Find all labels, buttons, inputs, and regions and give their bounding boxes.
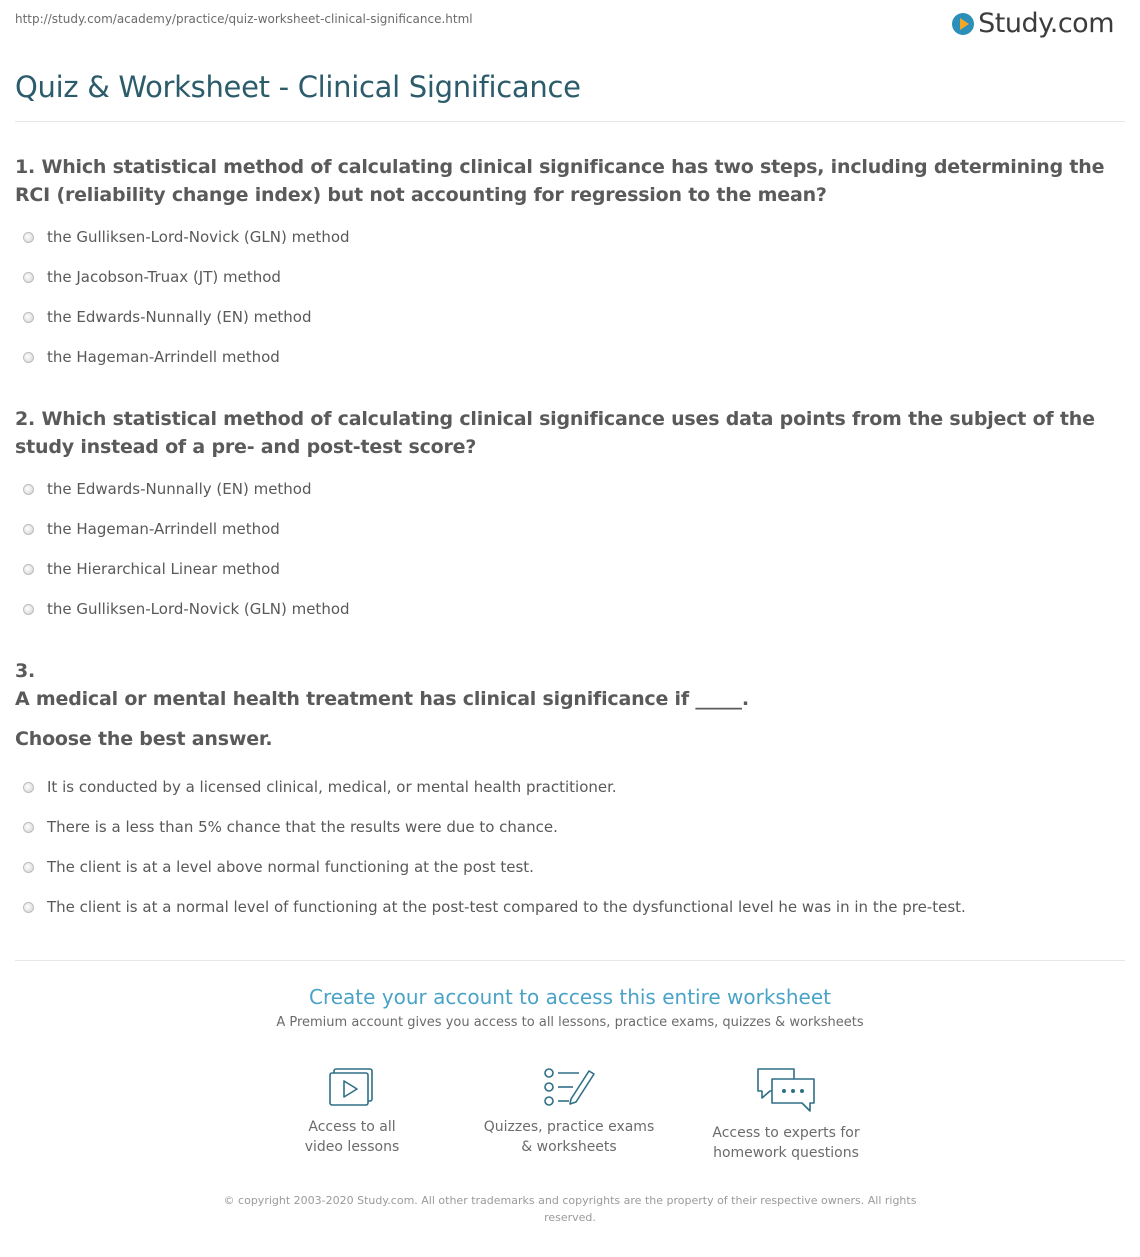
answer-choice[interactable] bbox=[15, 509, 1125, 549]
choice-label: the Gulliksen-Lord-Novick (GLN) method bbox=[47, 228, 350, 246]
answer-choice[interactable] bbox=[15, 337, 1125, 377]
choice-label: The client is at a normal level of functioning at the post-test compared to the dysfunctional level he was in in the pre-test. bbox=[47, 898, 966, 916]
feature-line-2: video lessons bbox=[304, 1139, 400, 1155]
radio-button-icon[interactable] bbox=[23, 902, 34, 913]
title-divider bbox=[15, 121, 1125, 122]
choice-label: the Edwards-Nunnally (EN) method bbox=[47, 308, 312, 326]
answer-choice[interactable] bbox=[15, 469, 1125, 509]
answer-choice[interactable] bbox=[15, 297, 1125, 337]
question-number: 3. bbox=[15, 660, 36, 682]
study-logo[interactable] bbox=[952, 8, 1114, 39]
radio-button-icon[interactable] bbox=[23, 782, 34, 793]
feature-line-1: Access to experts for bbox=[712, 1125, 860, 1141]
question-text: A medical or mental health treatment has clinical significance if _____. bbox=[15, 688, 749, 710]
answer-choice[interactable] bbox=[15, 887, 1125, 927]
radio-button-icon[interactable] bbox=[23, 524, 34, 535]
cta-divider bbox=[15, 960, 1125, 961]
choice-list bbox=[15, 767, 1125, 927]
question-instruction: Choose the best answer. bbox=[15, 728, 273, 750]
choice-list bbox=[15, 217, 1125, 377]
choice-label: the Gulliksen-Lord-Novick (GLN) method bbox=[47, 600, 350, 618]
page-title: Quiz & Worksheet - Clinical Significance bbox=[15, 70, 581, 104]
feature-experts bbox=[696, 1065, 876, 1163]
answer-choice[interactable] bbox=[15, 847, 1125, 887]
radio-button-icon[interactable] bbox=[23, 312, 34, 323]
answer-choice[interactable] bbox=[15, 807, 1125, 847]
radio-button-icon[interactable] bbox=[23, 352, 34, 363]
choice-label: the Edwards-Nunnally (EN) method bbox=[47, 480, 312, 498]
radio-button-icon[interactable] bbox=[23, 564, 34, 575]
question-2 bbox=[15, 405, 1125, 629]
feature-video-lessons bbox=[262, 1065, 442, 1157]
question-text: 2. Which statistical method of calculating clinical significance uses data points from the subject of the study instead of a pre- and post-test score? bbox=[15, 408, 1095, 458]
radio-button-icon[interactable] bbox=[23, 862, 34, 873]
cta-title[interactable]: Create your account to access this entire worksheet bbox=[309, 985, 831, 1009]
choice-label: the Jacobson-Truax (JT) method bbox=[47, 268, 281, 286]
answer-choice[interactable] bbox=[15, 589, 1125, 629]
radio-button-icon[interactable] bbox=[23, 822, 34, 833]
feature-line-2: homework questions bbox=[713, 1145, 859, 1161]
choice-label: It is conducted by a licensed clinical, medical, or mental health practitioner. bbox=[47, 778, 617, 796]
logo-text: Study.com bbox=[978, 8, 1114, 39]
radio-button-icon[interactable] bbox=[23, 604, 34, 615]
question-text: 1. Which statistical method of calculating clinical significance has two steps, including determining the RCI (reliability change index) but not accounting for regression to the mean? bbox=[15, 156, 1105, 206]
feature-line-1: Quizzes, practice exams bbox=[483, 1119, 655, 1135]
choice-list bbox=[15, 469, 1125, 629]
radio-button-icon[interactable] bbox=[23, 272, 34, 283]
feature-line-1: Access to all bbox=[308, 1119, 396, 1135]
choice-label: the Hageman-Arrindell method bbox=[47, 348, 280, 366]
page-url: http://study.com/academy/practice/quiz-worksheet-clinical-significance.html bbox=[15, 12, 473, 26]
answer-choice[interactable] bbox=[15, 217, 1125, 257]
chat-bubbles-icon bbox=[754, 1065, 818, 1115]
cta-subtitle: A Premium account gives you access to all lessons, practice exams, quizzes & worksheets bbox=[276, 1015, 864, 1030]
copyright-footer: © copyright 2003-2020 Study.com. All other trademarks and copyrights are the property of their respective owners. All rights reserved. bbox=[223, 1194, 917, 1224]
question-3 bbox=[15, 657, 1125, 927]
answer-choice[interactable] bbox=[15, 767, 1125, 807]
radio-button-icon[interactable] bbox=[23, 484, 34, 495]
answer-choice[interactable] bbox=[15, 257, 1125, 297]
feature-quizzes bbox=[479, 1065, 659, 1157]
play-icon bbox=[952, 13, 974, 35]
choice-label: There is a less than 5% chance that the results were due to chance. bbox=[47, 818, 558, 836]
radio-button-icon[interactable] bbox=[23, 232, 34, 243]
video-lesson-icon bbox=[326, 1065, 378, 1109]
choice-label: the Hierarchical Linear method bbox=[47, 560, 280, 578]
choice-label: The client is at a level above normal functioning at the post test. bbox=[47, 858, 534, 876]
question-1 bbox=[15, 153, 1125, 377]
answer-choice[interactable] bbox=[15, 549, 1125, 589]
feature-list bbox=[0, 1065, 1140, 1175]
signup-cta bbox=[0, 985, 1140, 1030]
choice-label: the Hageman-Arrindell method bbox=[47, 520, 280, 538]
top-bar bbox=[0, 0, 1140, 48]
quiz-list-icon bbox=[541, 1065, 597, 1109]
feature-line-2: & worksheets bbox=[521, 1139, 617, 1155]
